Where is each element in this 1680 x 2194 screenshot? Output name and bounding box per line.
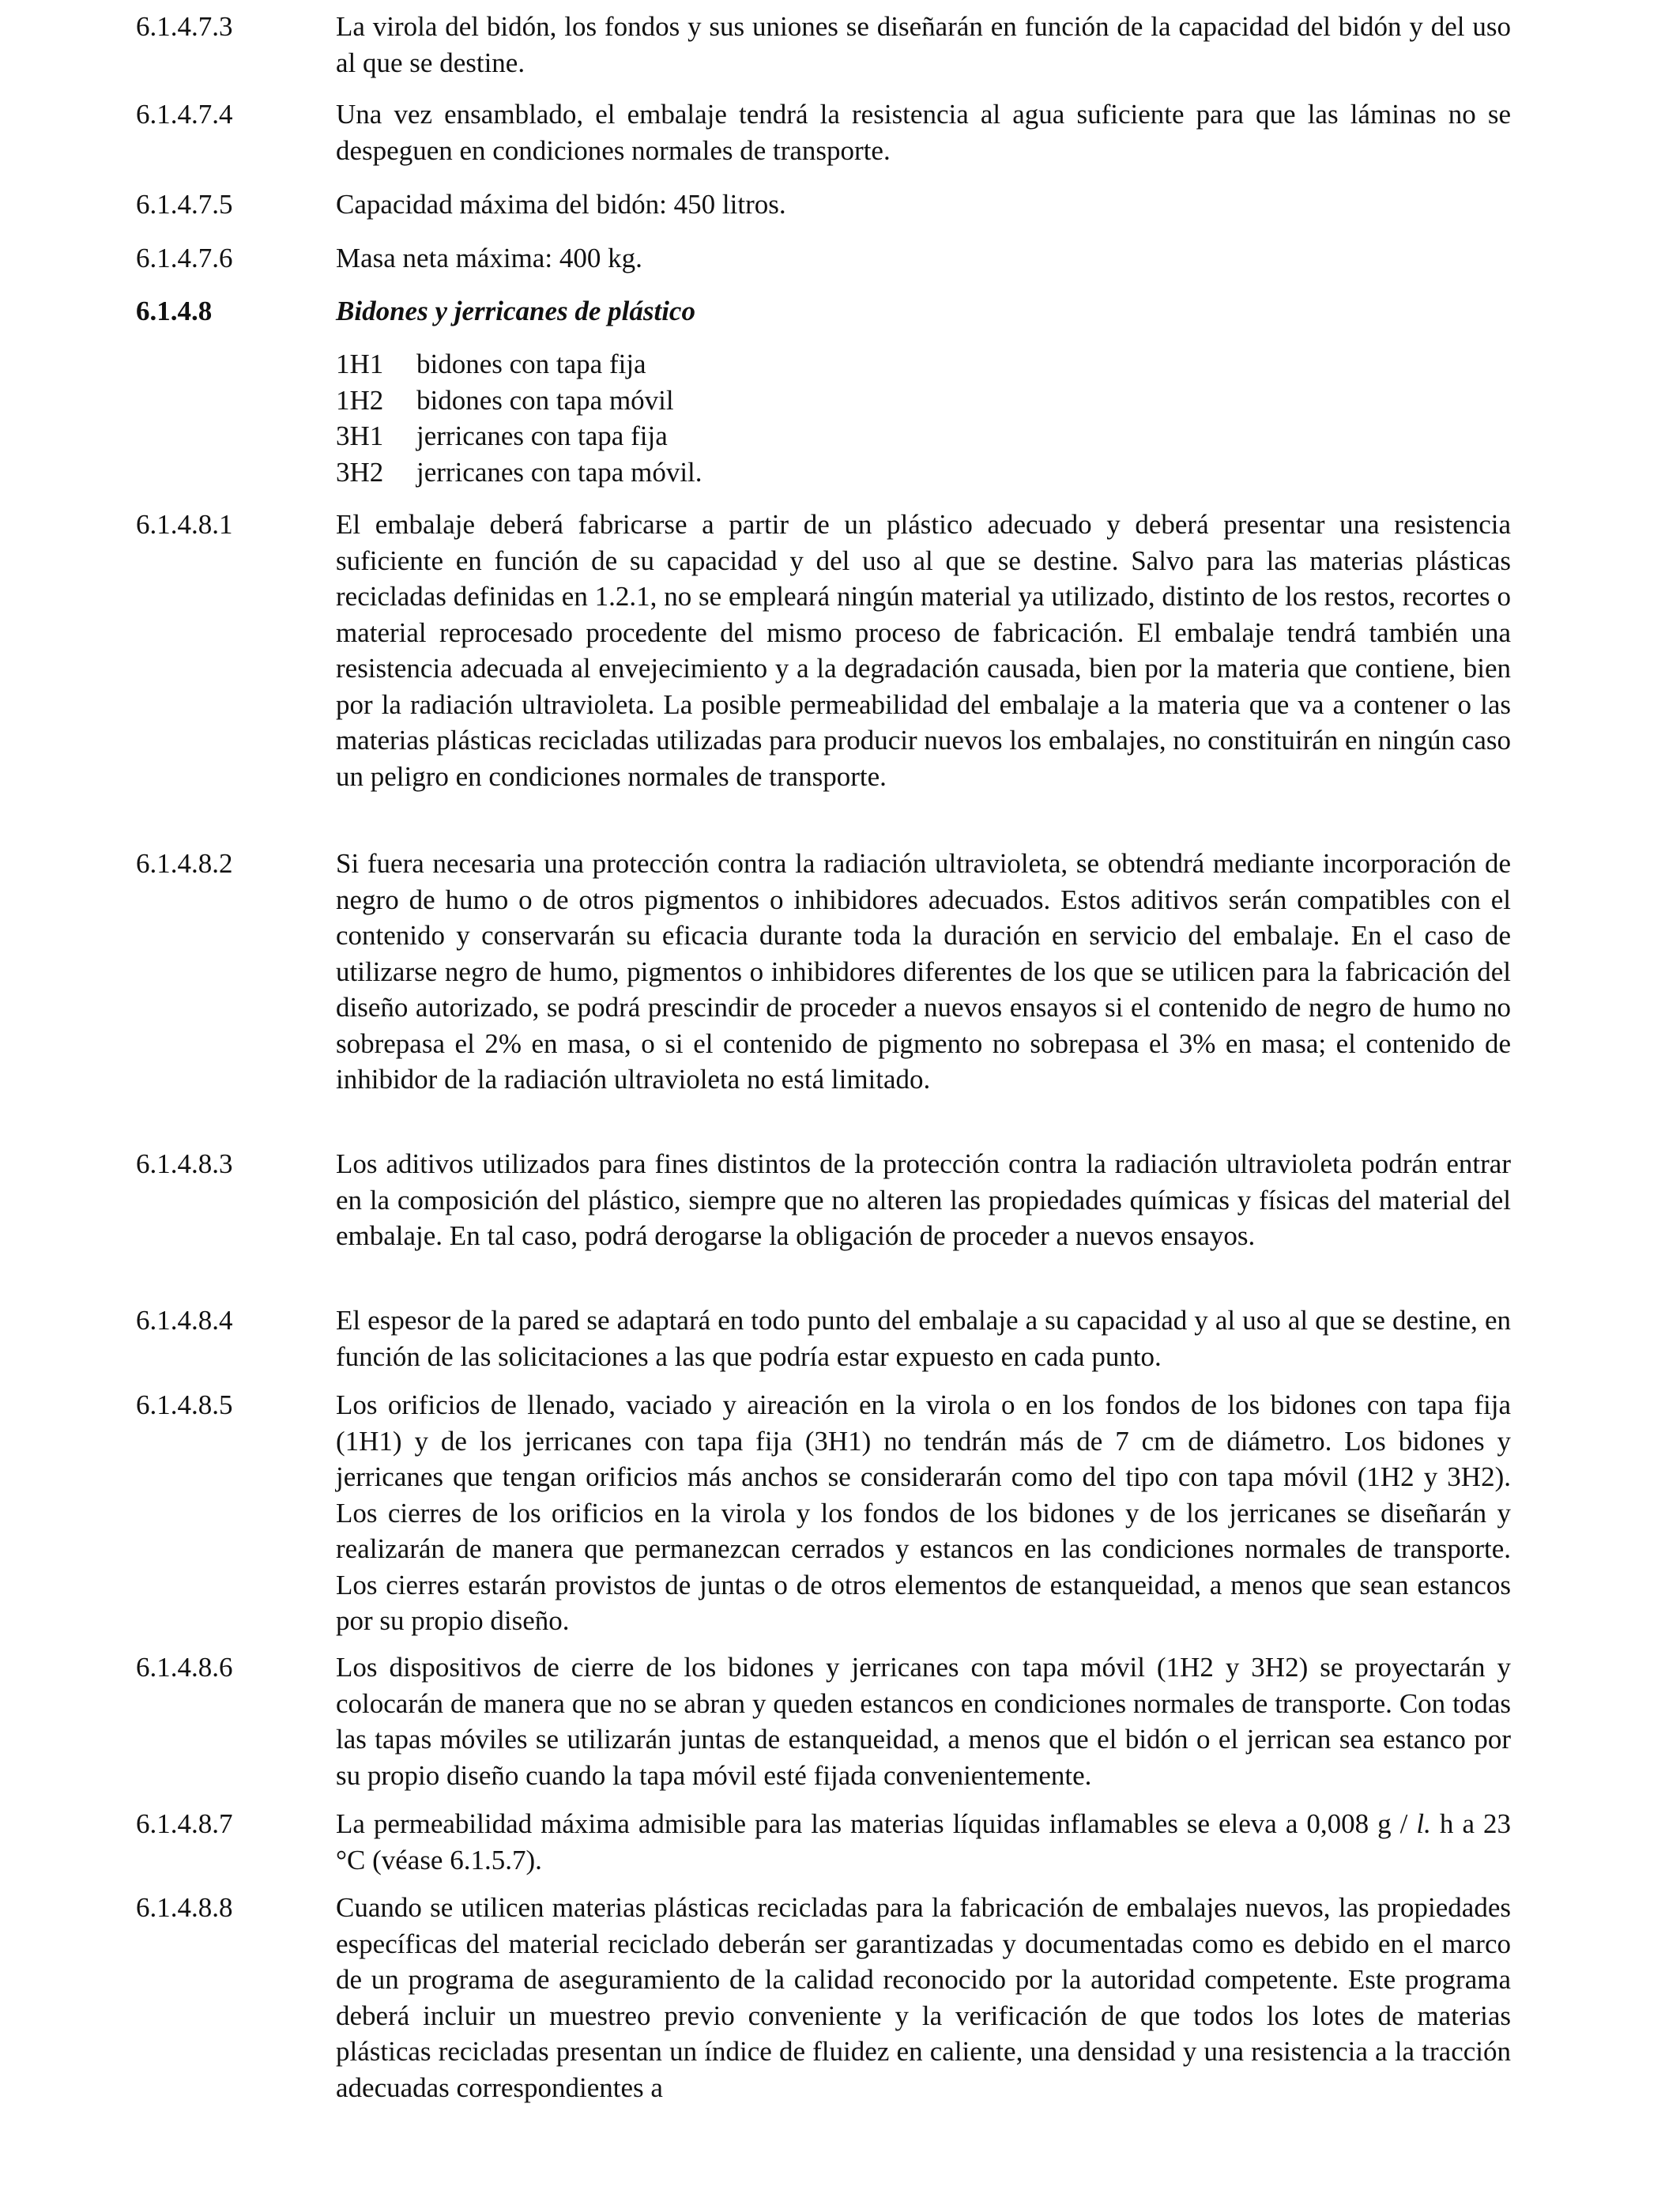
unit-liter: l. <box>1416 1808 1431 1839</box>
paragraph-number: 6.1.4.7.4 <box>136 99 233 130</box>
code: 1H2 <box>336 384 384 416</box>
paragraph-6-1-4-7-4 <box>136 96 1511 168</box>
code-label: bidones con tapa móvil <box>416 384 674 416</box>
paragraph-number: 6.1.4.7.5 <box>136 189 233 220</box>
paragraph-6-1-4-7-3 <box>136 9 1511 81</box>
code-label: jerricanes con tapa móvil. <box>416 456 703 488</box>
section-title: Bidones y jerricanes de plástico <box>336 296 695 326</box>
paragraph-number: 6.1.4.8.1 <box>136 509 233 540</box>
paragraph-number: 6.1.4.8.7 <box>136 1808 233 1839</box>
section-heading-6-1-4-8 <box>136 293 1511 330</box>
paragraph-6-1-4-8-1 <box>136 507 1511 794</box>
code-list-item <box>336 383 1511 419</box>
code-list-item <box>336 418 1511 454</box>
paragraph-text: Los orificios de llenado, vaciado y aireación en la virola o en los fondos de los bidones con tapa fija (1H1) y de los jerricanes con tapa fija (3H1) no tendrán más de 7 cm de diámetro. Los bidones y jerricanes que tengan orificios más anchos se considerarán como del tipo con tapa móvil (1H2 y 3H2). Los cierres de los orificios en la virola y los fondos de los bidones y de los jerricanes se diseñarán y realizarán de manera que permanezcan cerrados y estancos en las condiciones normales de transporte. Los cierres estarán provistos de juntas o de otros elementos de estanqueidad, a menos que sean estancos por su propio diseño. <box>336 1389 1511 1636</box>
code: 3H1 <box>336 420 384 451</box>
paragraph-text: La permeabilidad máxima admisible para las materias líquidas inflamables se eleva a 0,008 g / l. h a 23 °C (véase 6.1.5.7). <box>336 1808 1511 1875</box>
paragraph-6-1-4-7-6 <box>136 240 1511 277</box>
paragraph-6-1-4-8-6 <box>136 1649 1511 1793</box>
code: 1H1 <box>336 349 384 379</box>
paragraph-text: Masa neta máxima: 400 kg. <box>336 243 642 273</box>
paragraph-number: 6.1.4.8.5 <box>136 1389 233 1420</box>
paragraph-6-1-4-8-2 <box>136 846 1511 1098</box>
code: 3H2 <box>336 456 384 488</box>
paragraph-text: El embalaje deberá fabricarse a partir de un plástico adecuado y deberá presentar una resistencia suficiente en función de su capacidad y del uso al que se destine. Salvo para las materias plásticas recicladas definidas en 1.2.1, no se empleará ningún material ya utilizado, distinto de los restos, recortes o material reprocesado procedente del mismo proceso de fabricación. El embalaje tendrá también una resistencia adecuada al envejecimiento y a la degradación causada, bien por la materia que contiene, bien por la radiación ultravioleta. La posible permeabilidad del embalaje a la materia que va a contener o las materias plásticas recicladas utilizadas para producir nuevos los embalajes, no constituirán en ningún caso un peligro en condiciones normales de transporte. <box>336 509 1512 792</box>
paragraph-number: 6.1.4.8.3 <box>136 1148 233 1179</box>
paragraph-number: 6.1.4.7.6 <box>136 243 233 273</box>
paragraph-number: 6.1.4.7.3 <box>136 11 233 42</box>
paragraph-6-1-4-8-7 <box>136 1806 1511 1878</box>
paragraph-number: 6.1.4.8.8 <box>136 1892 233 1923</box>
paragraph-text: Una vez ensamblado, el embalaje tendrá la resistencia al agua suficiente para que las láminas no se despeguen en condiciones normales de transporte. <box>336 99 1511 166</box>
paragraph-text: La virola del bidón, los fondos y sus uniones se diseñarán en función de la capacidad del bidón y del uso al que se destine. <box>336 11 1511 78</box>
packaging-code-list <box>136 346 1511 490</box>
paragraph-text: Capacidad máxima del bidón: 450 litros. <box>336 189 786 220</box>
paragraph-number: 6.1.4.8.6 <box>136 1652 233 1683</box>
code-label: jerricanes con tapa fija <box>416 420 668 451</box>
paragraph-text: El espesor de la pared se adaptará en todo punto del embalaje a su capacidad y al uso al que se destine, en función de las solicitaciones a las que podría estar expuesto en cada punto. <box>336 1305 1511 1372</box>
code-list-item <box>336 454 1511 491</box>
paragraph-6-1-4-8-5 <box>136 1387 1511 1639</box>
paragraph-number: 6.1.4.8.2 <box>136 848 233 879</box>
code-list-item <box>336 346 1511 383</box>
paragraph-text: Los aditivos utilizados para fines distintos de la protección contra la radiación ultravioleta podrán entrar en la composición del plástico, siempre que no alteren las propiedades químicas y físicas del material del embalaje. En tal caso, podrá derogarse la obligación de proceder a nuevos ensayos. <box>336 1148 1511 1251</box>
section-number: 6.1.4.8 <box>136 296 213 326</box>
paragraph-number: 6.1.4.8.4 <box>136 1305 233 1336</box>
paragraph-6-1-4-8-8 <box>136 1890 1511 2105</box>
paragraph-text: Si fuera necesaria una protección contra la radiación ultravioleta, se obtendrá mediante incorporación de negro de humo o de otros pigmentos o inhibidores adecuados. Estos aditivos serán compatibles con el contenido y conservarán su eficacia durante toda la duración en servicio del embalaje. En el caso de utilizarse negro de humo, pigmentos o inhibidores diferentes de los que se utilicen para la fabricación del diseño autorizado, se podrá prescindir de proceder a nuevos ensayos si el contenido de negro de humo no sobrepasa el 2% en masa, o si el contenido de pigmento no sobrepasa el 3% en masa; el contenido de inhibidor de la radiación ultravioleta no está limitado. <box>336 848 1511 1095</box>
paragraph-6-1-4-7-5 <box>136 187 1511 223</box>
paragraph-text: Cuando se utilicen materias plásticas recicladas para la fabricación de embalajes nuevos, las propiedades específicas del material reciclado deberán ser garantizadas y documentadas como es debido en el marco de un programa de aseguramiento de la calidad reconocido por la autoridad competente. Este programa deberá incluir un muestreo previo conveniente y la verificación de que todos los lotes de materias plásticas recicladas presentan un índice de fluidez en caliente, una densidad y una resistencia a la tracción adecuadas correspondientes a <box>336 1892 1511 2103</box>
paragraph-6-1-4-8-3 <box>136 1146 1511 1254</box>
code-label: bidones con tapa fija <box>416 349 646 379</box>
paragraph-6-1-4-8-4 <box>136 1302 1511 1374</box>
paragraph-text: Los dispositivos de cierre de los bidones y jerricanes con tapa móvil (1H2 y 3H2) se proyectarán y colocarán de manera que no se abran y queden estancos en condiciones normales de transporte. Con todas las tapas móviles se utilizarán juntas de estanqueidad, a menos que el bidón o el jerrican sea estanco por su propio diseño cuando la tapa móvil esté fijada convenientemente. <box>336 1652 1511 1791</box>
